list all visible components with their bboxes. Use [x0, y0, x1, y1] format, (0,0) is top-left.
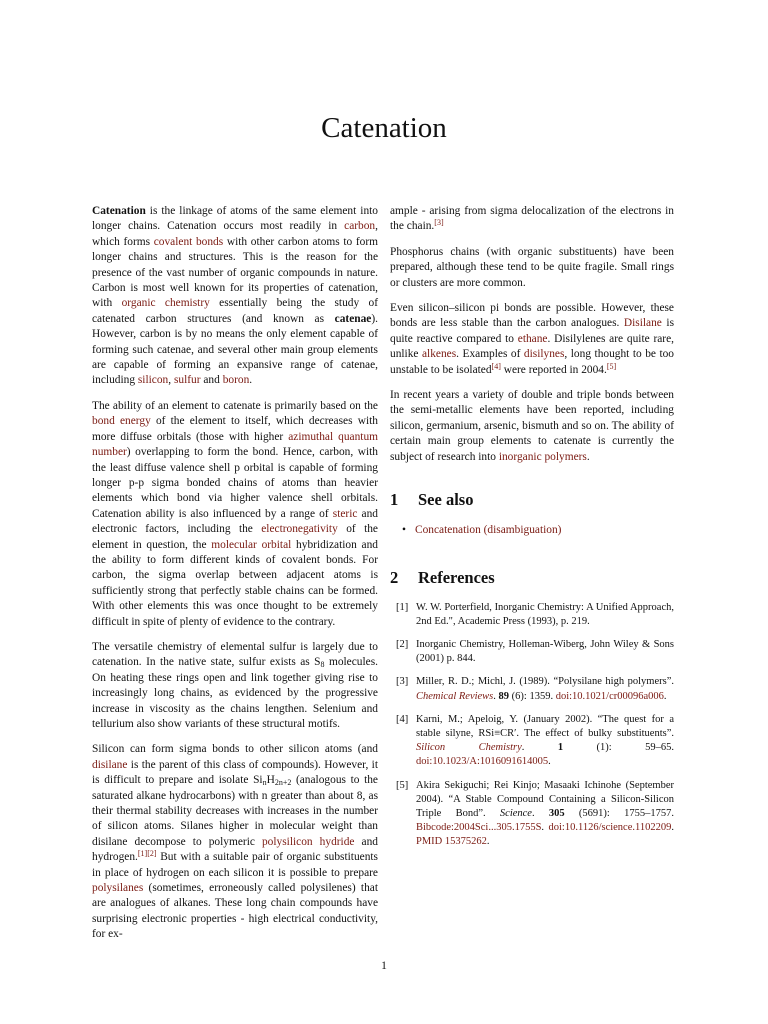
bold-term: Catenation: [92, 205, 146, 217]
link-disilane[interactable]: disilane: [92, 758, 128, 771]
see-also-list: [390, 523, 674, 538]
link-electronegativity[interactable]: electronegativity: [261, 523, 338, 536]
paragraph-silicon: Silicon can form sigma bonds to other silicon atoms (and disilane is the parent of this class of compounds). However, it is difficult to prepare and isolate $Si_nH_{2n+2}$ (analogous to the saturated alkane hydrocarbons) with n greater than about 8, as their thermal stability decreases with increases in the number of silicon atoms. Silanes higher in molecular weight than disilane decompose to polymeric polysilicon hydride and hydrogen.[1][2] But with a suitable pair of organic substituents in place of hydrogen on each silicon it is possible to prepare polysilanes (sometimes, erroneously called polysilenes) that are analogues of alkanes. These long chain compounds have surprising electronic properties - high electrical conductivity, for ex-: [92, 743, 378, 941]
section-heading-references: 2 References: [390, 567, 495, 587]
link-polysilicon-hydride[interactable]: polysilicon hydride: [261, 835, 355, 848]
bold-term: catenae: [334, 312, 372, 325]
pmid-link[interactable]: PMID 15375262: [416, 836, 487, 848]
citation-2[interactable]: [2]: [147, 849, 157, 859]
paragraph-phosphorus: Phosphorus chains (with organic substituents) have been prepared, although these tend to be quite fragile. Small rings or clusters are more common.: [390, 245, 674, 289]
reference-item: [5] Akira Sekiguchi; Rei Kinjo; Masaaki Ichinohe (September 2004). “A Stable Compound Containing a Silicon-Silicon Triple Bond”. Science. 305 (5691): 1755–1757. Bibcode:2004Sci...305.1755S. doi:10.1126/science.1102209. PMID 15375262.: [396, 779, 675, 848]
right-column: [390, 204, 674, 859]
link-silicon[interactable]: silicon: [137, 374, 169, 387]
paragraph-sulfur: The versatile chemistry of elemental sulfur is largely due to catenation. In the native state, sulfur exists as $S_8$ molecules. On heating these rings open and link together giving rise to increasingly long chains, as evidenced by the progressive increase in viscosity as the chains lengthen. Selenium and tellurium also show variants of these structural motifs.: [92, 640, 378, 730]
section-heading-see-also: 1 See also: [390, 490, 474, 510]
link-ethane[interactable]: ethane: [517, 332, 548, 345]
link-disilynes[interactable]: disilynes: [523, 348, 565, 361]
citation-3[interactable]: [3]: [434, 218, 444, 228]
list-item: [402, 523, 674, 538]
doi-link[interactable]: doi:10.1023/A:1016091614005: [416, 756, 549, 768]
link-alkenes[interactable]: alkenes: [421, 348, 457, 361]
journal-link[interactable]: Chemical Reviews: [416, 690, 494, 702]
left-column: [92, 204, 378, 953]
doi-link[interactable]: doi:10.1021/cr00096a006: [555, 690, 664, 702]
link-boron[interactable]: boron: [222, 374, 250, 387]
paragraph-pi-bonds: Even silicon–silicon pi bonds are possible. However, these bonds are less stable than the carbon analogues. Disilane is quite reactive compared to ethane. Disilylenes are quite rare, unlike alkenes. Examples of disilynes, long thought to be too unstable to be isolated[4] were reported in 2004.[5]: [390, 302, 675, 376]
link-steric[interactable]: steric: [332, 507, 358, 520]
page-title: Catenation: [321, 112, 447, 144]
reference-item: [4] Karni, M.; Apeloig, Y. (January 2002). “The quest for a stable silyne, RSi≡CR′. The effect of bulky substituents”. Silicon Chemistry. 1 (1): 59–65. doi:10.1023/A:1016091614005.: [396, 713, 674, 768]
bibcode-link[interactable]: Bibcode:2004Sci...305.1755S: [416, 822, 542, 834]
reference-item: [1] W. W. Porterfield, Inorganic Chemistry: A Unified Approach, 2nd Ed.", Academic Press (1993), p. 219.: [396, 601, 674, 627]
doi-link[interactable]: doi:10.1126/science.1102209: [548, 822, 672, 834]
journal-link[interactable]: Silicon Chemistry: [416, 742, 522, 754]
link-covalent-bonds[interactable]: covalent bonds: [153, 235, 224, 248]
paragraph-recent: In recent years a variety of double and triple bonds between the semi-metallic elements have been reported, including silicon, germanium, arsenic, bismuth and so on. The ability of certain main group elements to catenate is currently the subject of research into inorganic polymers.: [390, 389, 674, 463]
link-inorganic-polymers[interactable]: inorganic polymers: [498, 450, 587, 463]
citation-1[interactable]: [1]: [137, 849, 148, 859]
link-concatenation-disambiguation[interactable]: Concatenation (disambiguation): [415, 524, 562, 537]
link-molecular-orbital[interactable]: molecular orbital: [211, 538, 292, 551]
citation-5[interactable]: [5]: [606, 361, 617, 371]
paragraph-bond-energy: The ability of an element to catenate is primarily based on the bond energy of the element to itself, which decreases with more diffuse orbitals (those with higher azimuthal quantum number) overlapping to form the bond. Hence, carbon, with the least diffuse valence shell p orbital is capable of forming longer p-p sigma bonded chains of atoms than heavier elements which bond via higher valence shell orbitals. Catenation ability is also influenced by a range of steric and electronic factors, including the electronegativity of the element in question, the molecular orbital hybridization and the ability to form different kinds of covalent bonds. For carbon, the sigma overlap between adjacent atoms is sufficiently strong that perfectly stable chains can be formed. With other elements this was once thought to be extremely difficult in spite of plenty of evidence to the contrary.: [92, 399, 379, 628]
link-polysilanes[interactable]: polysilanes: [92, 882, 144, 895]
link-organic-chemistry[interactable]: organic chemistry: [121, 297, 210, 310]
citation-4[interactable]: [4]: [491, 361, 501, 371]
link-bond-energy[interactable]: bond energy: [92, 415, 151, 428]
reference-item: [2] Inorganic Chemistry, Holleman-Wiberg, John Wiley & Sons (2001) p. 844.: [396, 638, 674, 665]
link-azimuthal-quantum-number[interactable]: azimuthal quantum number: [92, 430, 378, 459]
paragraph-intro: Catenation is the linkage of atoms of the same element into longer chains. Catenation occurs most readily in carbon, which forms covalent bonds with other carbon atoms to form longer chains and structures. This is the reason for the presence of the vast number of organic compounds in nature. Carbon is most well known for its properties of catenation, with organic chemistry essentially being the study of catenated carbon structures (and known as catenae). However, carbon is by no means the only element capable of forming such catenae, and several other main group elements are capable of forming an expansive range of catenae, including silicon, sulfur and boron.: [92, 205, 378, 387]
link-carbon[interactable]: carbon: [344, 220, 376, 233]
link-sulfur[interactable]: sulfur: [173, 374, 201, 387]
page-number: 1: [381, 960, 387, 972]
link-disilane[interactable]: Disilane: [623, 317, 662, 330]
paragraph-continued: ample - arising from sigma delocalization of the electrons in the chain.[3]: [390, 205, 674, 233]
journal-name: Science: [499, 807, 532, 819]
references-list: [390, 601, 674, 850]
reference-item: [3] Miller, R. D.; Michl, J. (1989). “Polysilane high polymers”. Chemical Reviews. 89 (6): 1359. doi:10.1021/cr00096a006.: [396, 676, 674, 702]
